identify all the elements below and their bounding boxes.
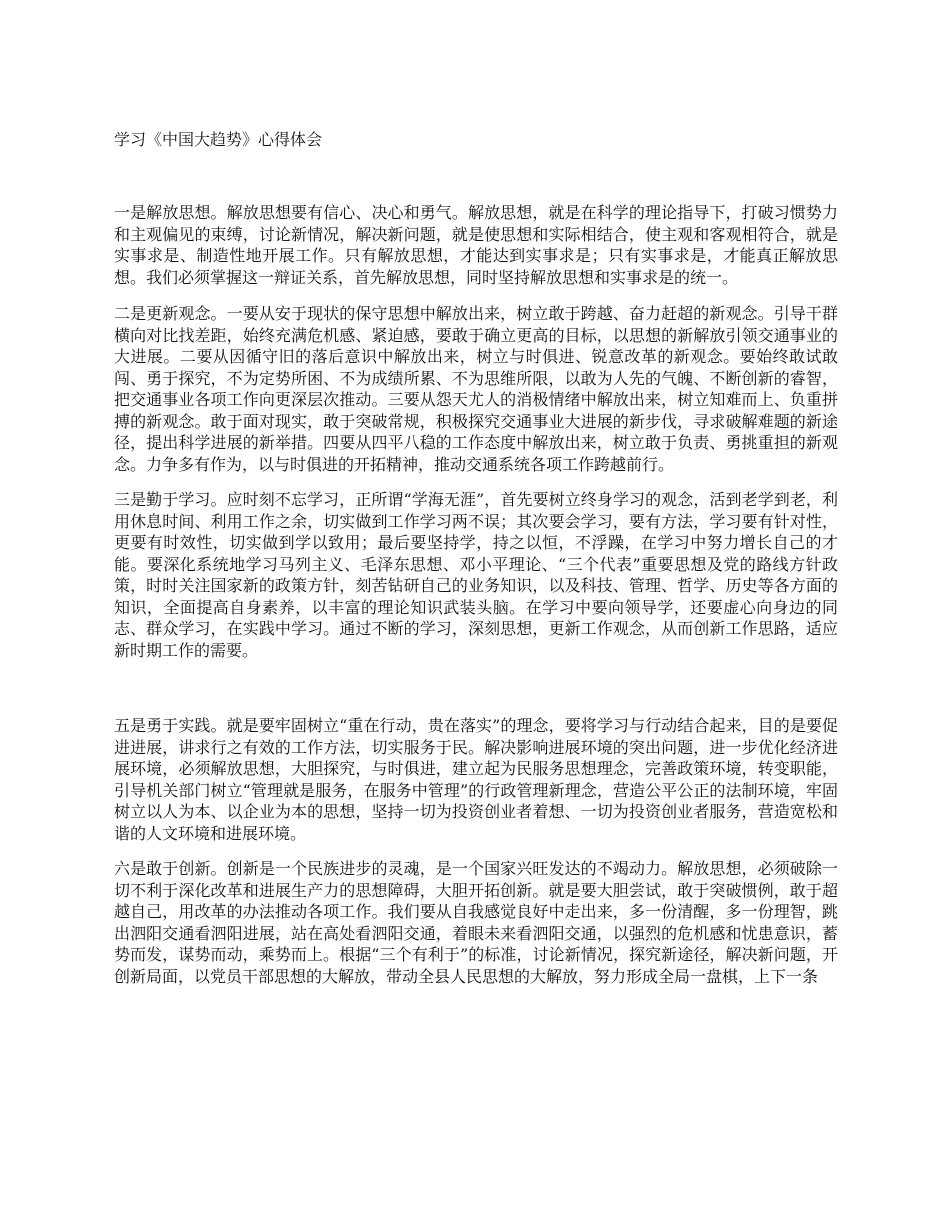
- paragraph-emancipate-mind: 一是解放思想。解放思想要有信心、决心和勇气。解放思想，就是在科学的理论指导下，打破习惯势力和主观偏见的束缚，讨论新情况，解决新问题，就是使思想和实际相结合，使主观和客观相符合，就是实事求是、制造性地开展工作。只有解放思想，才能达到实事求是；只有实事求是，才能真正解放思想。我们必须掌握这一辩证关系，首先解放思想，同时坚持解放思想和实事求是的统一。: [114, 203, 838, 287]
- document-page: [114, 120, 838, 987]
- paragraph-dare-innovate: 六是敢于创新。创新是一个民族进步的灵魂，是一个国家兴旺发达的不竭动力。解放思想，必须破除一切不利于深化改革和进展生产力的思想障碍，大胆开拓创新。就是要大胆尝试，敢于突破惯例，敢于超越自己，用改革的办法推动各项工作。我们要从自我感觉良好中走出来，多一份清醒，多一份理智，跳出泗阳交通看泗阳进展，站在高处看泗阳交通，着眼未来看泗阳交通，以强烈的危机感和忧患意识，蓄势而发，谋势而动，乘势而上。根据“三个有利于”的标准，讨论新情况，探究新途径，解决新问题，开创新局面，以党员干部思想的大解放，带动全县人民思想的大解放，努力形成全局一盘棋，上下一条: [114, 859, 838, 986]
- document-title: 学习《中国大趋势》心得体会: [114, 130, 323, 149]
- paragraph-diligent-study: 三是勤于学习。应时刻不忘学习，正所谓“学海无涯”，首先要树立终身学习的观念，活到老学到老，利用休息时间、利用工作之余，切实做到工作学习两不误；其次要会学习，要有方法，学习要有针对性，更要有时效性，切实做到学以致用；最后要坚持学，持之以恒，不浮躁，在学习中努力增长自己的才能。要深化系统地学习马列主义、毛泽东思想、邓小平理论、“三个代表”重要思想及党的路线方针政策，时时关注国家新的政策方针，刻苦钻研自己的业务知识，以及科技、管理、哲学、历史等各方面的知识，全面提高自身素养，以丰富的理论知识武装头脑。在学习中要向领导学，还要虚心向身边的同志、群众学习，在实践中学习。通过不断的学习，深刻思想，更新工作观念，从而创新工作思路，适应新时期工作的需要。: [114, 490, 838, 660]
- paragraph-brave-practice: 五是勇于实践。就是要牢固树立“重在行动，贵在落实”的理念，要将学习与行动结合起来，目的是要促进进展，讲求行之有效的工作方法，切实服务于民。解决影响进展环境的突出问题，进一步优化经济进展环境，必须解放思想，大胆探究，与时俱进，建立起为民服务思想理念，完善政策环境，转变职能，引导机关部门树立“管理就是服务，在服务中管理”的行政管理新理念，营造公平公正的法制环境，牢固树立以人为本、以企业为本的思想，坚持一切为投资创业者着想、一切为投资创业者服务，营造宽松和谐的人文环境和进展环境。: [114, 716, 838, 843]
- paragraph-update-concepts: 二是更新观念。一要从安于现状的保守思想中解放出来，树立敢于跨越、奋力赶超的新观念。引导干群横向对比找差距，始终充满危机感、紧迫感，要敢于确立更高的目标，以思想的新解放引领交通事业的大进展。二要从因循守旧的落后意识中解放出来，树立与时俱进、锐意改革的新观念。要始终敢试敢闯、勇于探究，不为定势所困、不为成绩所累、不为思维所限，以敢为人先的气魄、不断创新的睿智，把交通事业各项工作向更深层次推动。三要从怨天尤人的消极情绪中解放出来，树立知难而上、负重拼搏的新观念。敢于面对现实，敢于突破常规，积极探究交通事业大进展的新步伐，寻求破解难题的新途径，提出科学进展的新举措。四要从四平八稳的工作态度中解放出来，树立敢于负责、勇挑重担的新观念。力争多有作为，以与时俱进的开拓精神，推动交通系统各项工作跨越前行。: [114, 304, 838, 474]
